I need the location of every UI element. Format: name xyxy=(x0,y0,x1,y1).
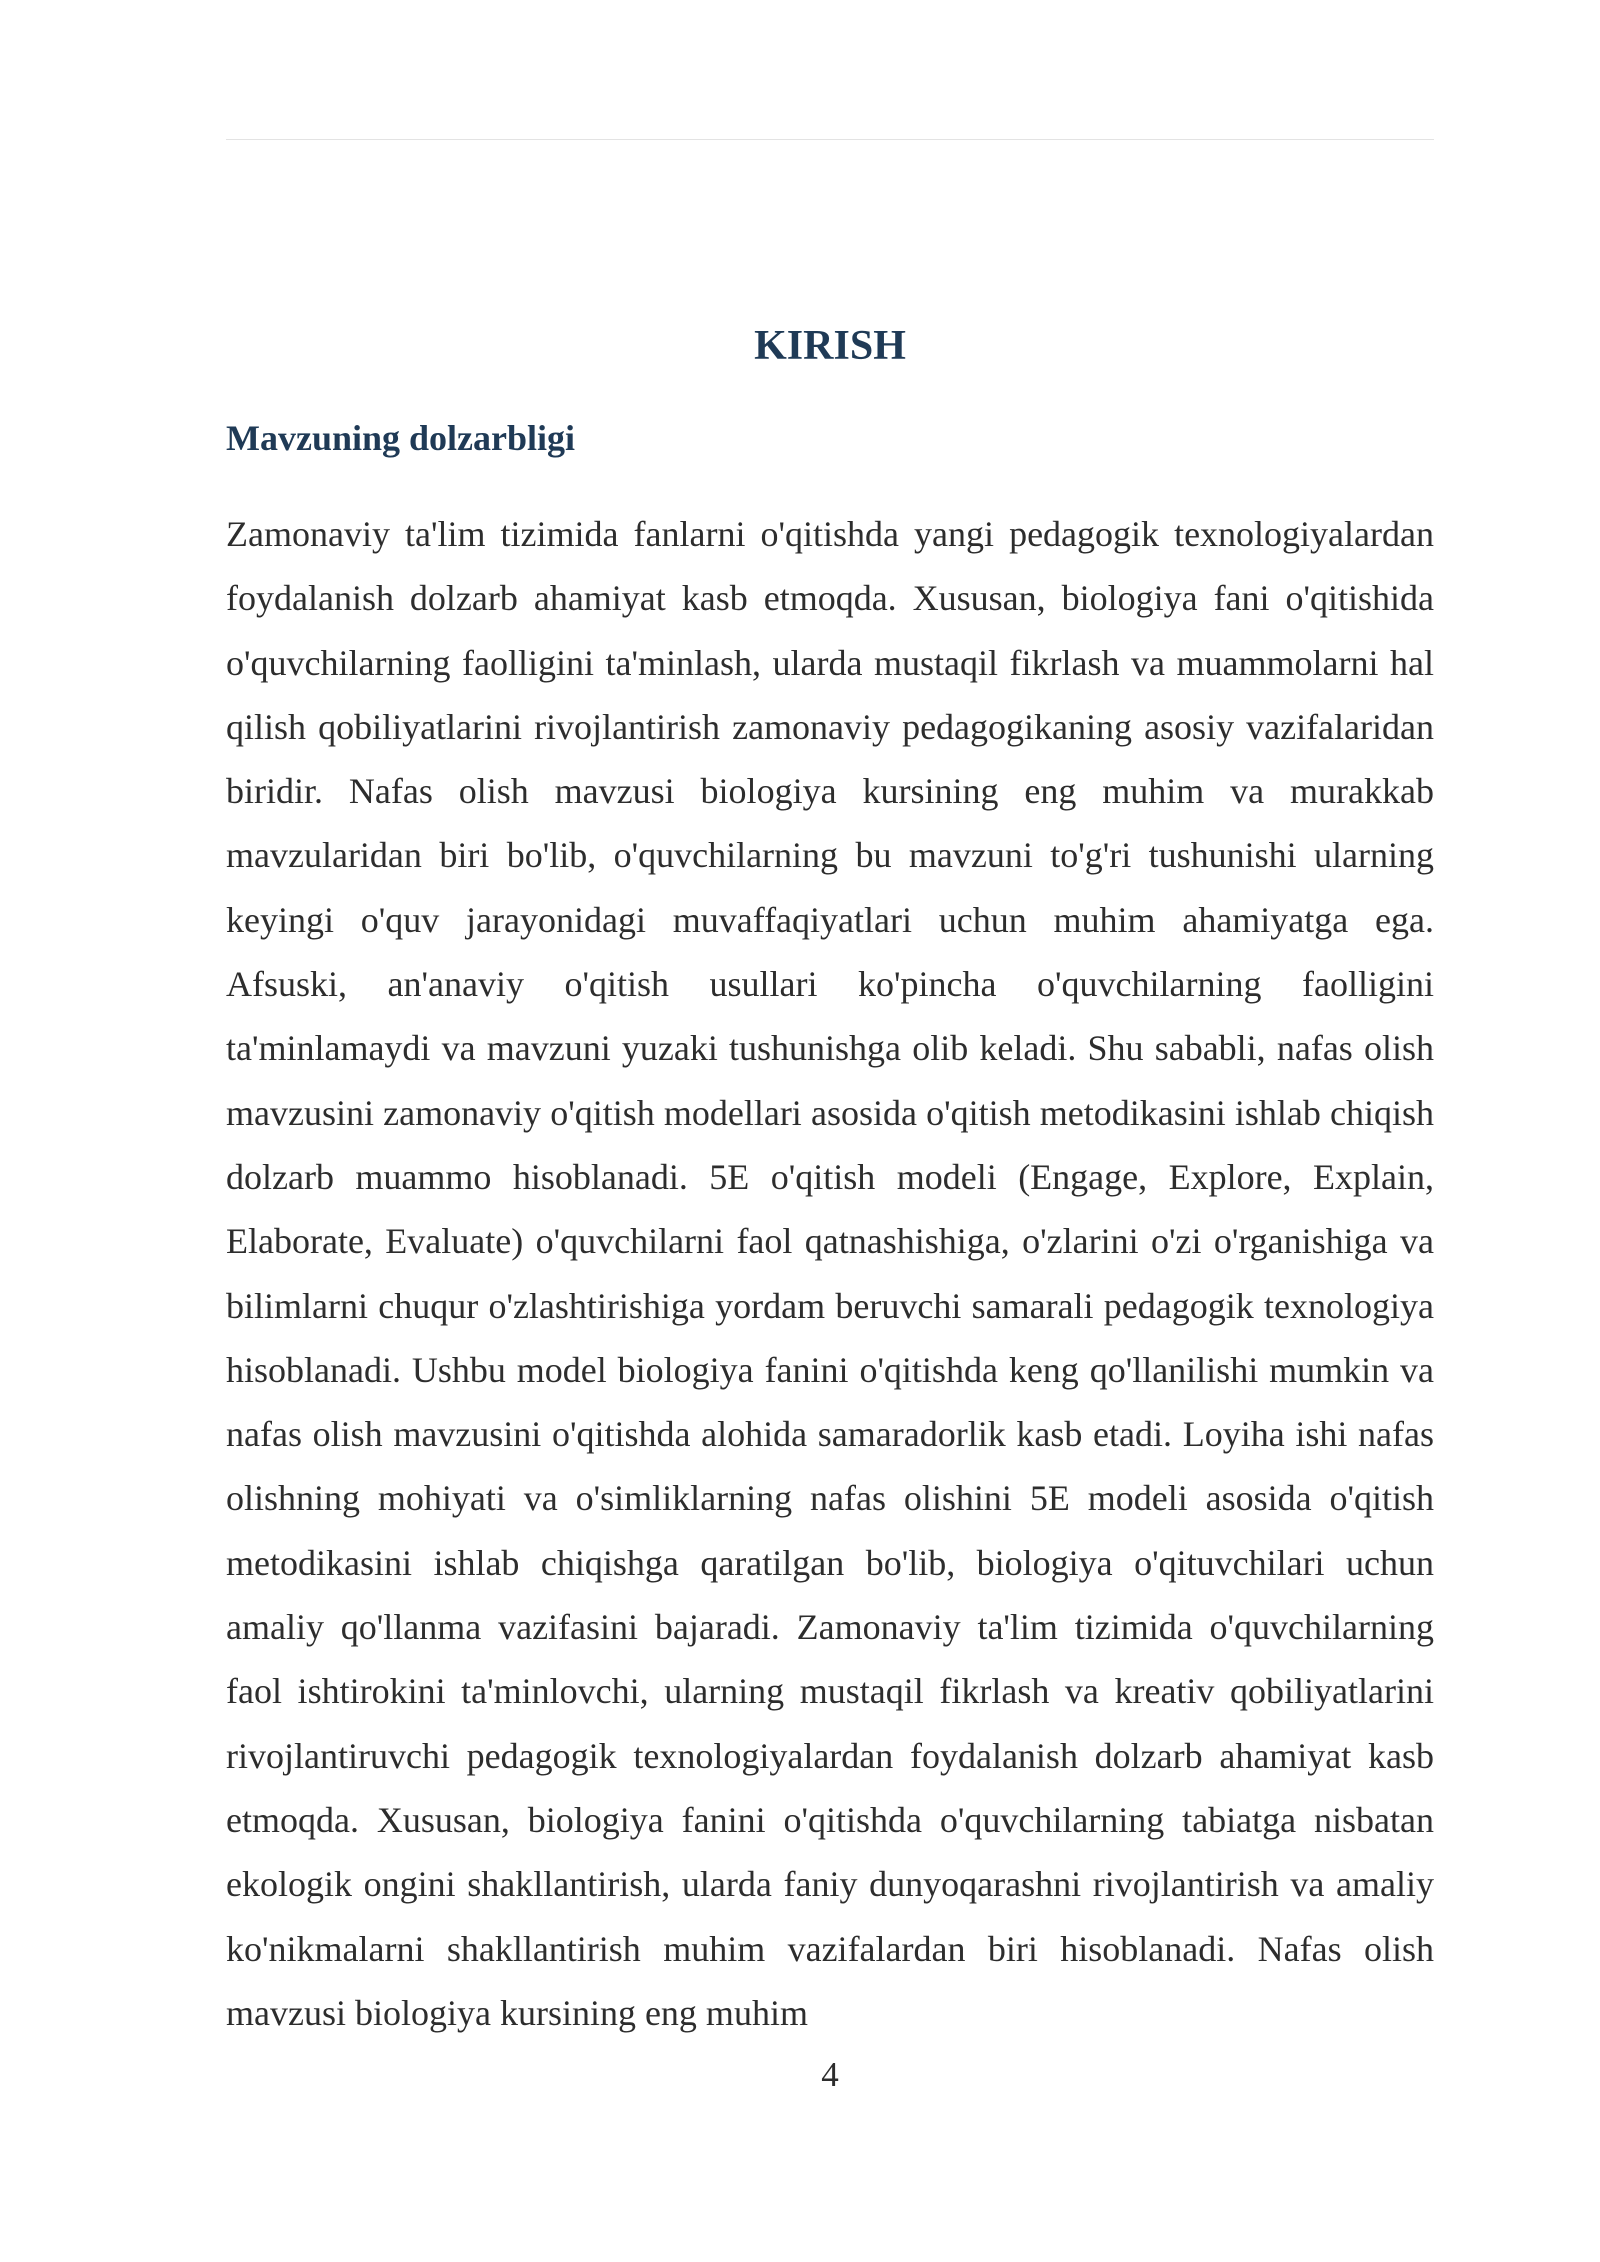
page-title: KIRISH xyxy=(754,323,906,369)
page-number: 4 xyxy=(821,2055,839,2094)
body-paragraph: Zamonaviy ta'lim tizimida fanlarni o'qitishda yangi pedagogik texnologiyalardan foydalanish dolzarb ahamiyat kasb etmoqda. Xususan, biologiya fani o'qitishida o'quvchilarning faolligini ta'minlash, ularda mustaqil fikrlash va muammolarni hal qilish qobiliyatlarini rivojlantirish zamonaviy pedagogikaning asosiy vazifalaridan biridir. Nafas olish mavzusi biologiya kursining eng muhim va murakkab mavzularidan biri bo'lib, o'quvchilarning bu mavzuni to'g'ri tushunishi ularning keyingi o'quv jarayonidagi muvaffaqiyatlari uchun muhim ahamiyatga ega. Afsuski, an'anaviy o'qitish usullari ko'pincha o'quvchilarning faolligini ta'minlamaydi va mavzuni yuzaki tushunishga olib keladi. Shu sababli, nafas olish mavzusini zamonaviy o'qitish modellari asosida o'qitish metodikasini ishlab chiqish dolzarb muammo hisoblanadi. 5E o'qitish modeli (Engage, Explore, Explain, Elaborate, Evaluate) o'quvchilarni faol qatnashishiga, o'zlarini o'zi o'rganishiga va bilimlarni chuqur o'zlashtirishiga yordam beruvchi samarali pedagogik texnologiya hisoblanadi. Ushbu model biologiya fanini o'qitishda keng qo'llanilishi mumkin va nafas olish mavzusini o'qitishda alohida samaradorlik kasb etadi. Loyiha ishi nafas olishning mohiyati va o'simliklarning nafas olishini 5E modeli asosida o'qitish metodikasini ishlab chiqishga qaratilgan bo'lib, biologiya o'qituvchilari uchun amaliy qo'llanma vazifasini bajaradi. Zamonaviy ta'lim tizimida o'quvchilarning faol ishtirokini ta'minlovchi, ularning mustaqil fikrlash va kreativ qobiliyatlarini rivojlantiruvchi pedagogik texnologiyalardan foydalanish dolzarb ahamiyat kasb etmoqda. Xususan, biologiya fanini o'qitishda o'quvchilarning tabiatga nisbatan ekologik ongini shakllantirish, ularda faniy dunyoqarashni rivojlantirish va amaliy ko'nikmalarni shakllantirish muhim vazifalardan biri hisoblanadi. Nafas olish mavzusi biologiya kursining eng muhim xyxy=(226,514,1434,2033)
section-heading: Mavzuning dolzarbligi xyxy=(226,418,576,458)
header-divider xyxy=(226,139,1434,140)
